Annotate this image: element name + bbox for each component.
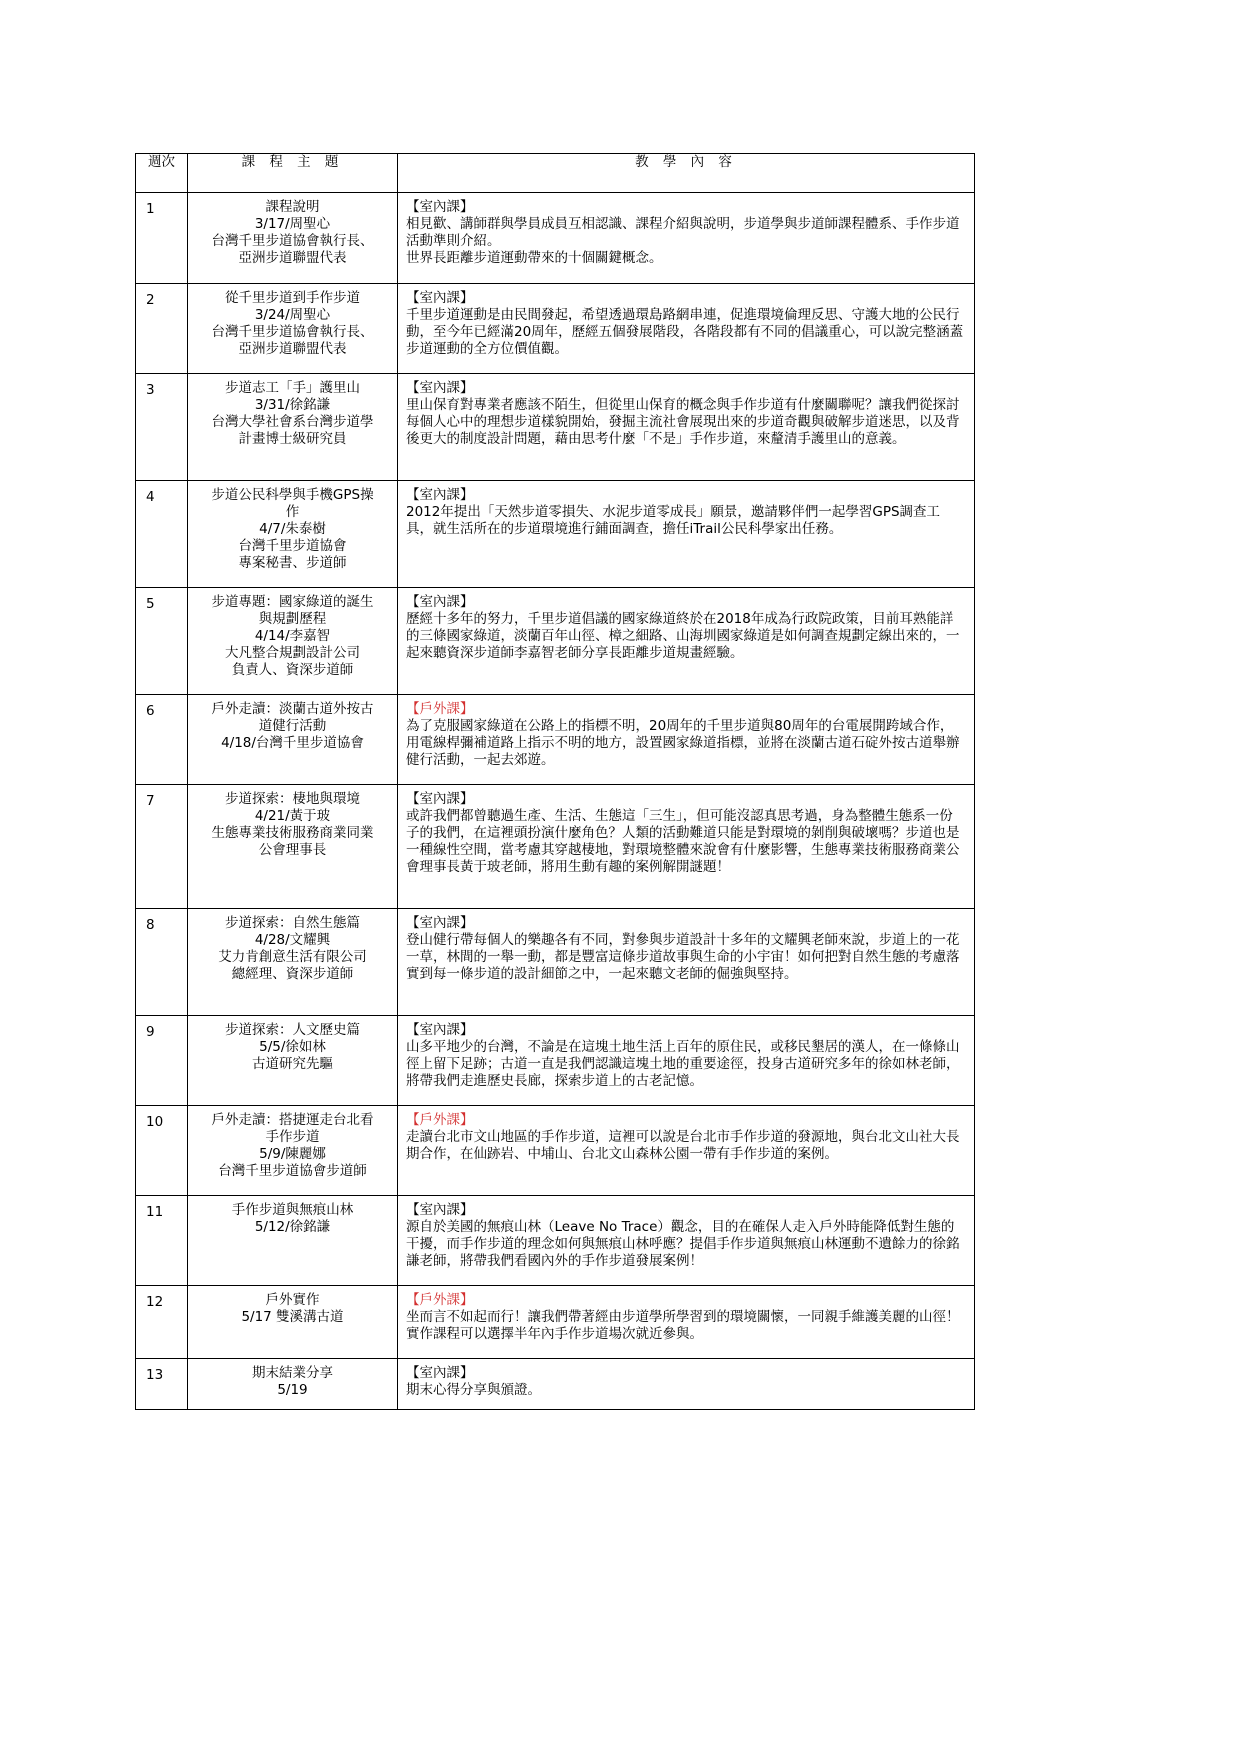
course-topic [188,1359,398,1410]
week-number: 1 [136,193,188,284]
table-row [136,785,975,909]
topic-line: 戶外走讀：搭捷運走台北看 [211,1112,374,1128]
content-description: 2012年提出「天然步道零損失、水泥步道零成長」願景，邀請夥伴們一起學習GPS調查工具，就生活所在的步道環境進行鋪面調查，擔任iTrail公民科學家出任務。 [406,504,941,537]
course-topic [188,284,398,374]
topic-line: 古道研究先驅 [252,1056,333,1072]
topic-line: 4/28/文耀興 [254,932,331,948]
week-number: 7 [136,785,188,909]
topic-line: 負責人、資深步道師 [231,662,354,678]
outdoor-class-tag: 【戶外課】 [406,701,474,717]
table-row [136,695,975,785]
course-content [398,1286,975,1359]
topic-line: 與規劃歷程 [258,611,327,627]
table-row [136,1286,975,1359]
course-content [398,374,975,481]
topic-line: 公會理事長 [258,842,327,858]
content-description: 相見歡、講師群與學員成員互相認識、課程介紹與說明，步道學與步道師課程體系、手作步道活動準則介紹。 世界長距離步道運動帶來的十個關鍵概念。 [406,216,960,266]
indoor-class-tag: 【室內課】 [406,487,474,503]
course-content [398,695,975,785]
course-topic [188,909,398,1016]
course-content [398,588,975,695]
topic-line: 台灣千里步道協會 [238,538,347,554]
table-row [136,284,975,374]
course-topic [188,1016,398,1106]
week-number: 8 [136,909,188,1016]
table-row [136,1106,975,1196]
week-number: 13 [136,1359,188,1410]
topic-line: 大凡整合規劃設計公司 [225,645,360,661]
course-content [398,785,975,909]
content-description: 登山健行帶每個人的樂趣各有不同，對參與步道設計十多年的文耀興老師來說，步道上的一花一草，林間的一舉一動，都是豐富這條步道故事與生命的小宇宙！如何把對自然生態的考慮落實到每一條步道的設計細節之中，一起來聽文老師的倔強與堅持。 [406,932,960,982]
topic-line: 步道志工「手」護里山 [225,380,360,396]
course-content [398,909,975,1016]
topic-line: 步道探索：棲地與環境 [225,791,360,807]
topic-line: 課程說明 [265,199,320,215]
week-number: 5 [136,588,188,695]
header-content: 教 學 內 容 [398,154,975,193]
course-topic [188,481,398,588]
course-content [398,193,975,284]
outdoor-class-tag: 【戶外課】 [406,1112,474,1128]
indoor-class-tag: 【室內課】 [406,791,474,807]
topic-line: 4/7/朱泰樹 [259,521,326,537]
course-topic [188,1196,398,1286]
table-header-row [136,154,975,193]
course-content [398,481,975,588]
content-description: 為了克服國家綠道在公路上的指標不明，20周年的千里步道與80周年的台電展開跨域合作，用電線桿彌補道路上指示不明的地方，設置國家綠道指標，並將在淡蘭古道石碇外按古道舉辦健行活動，一起去郊遊。 [406,718,960,768]
topic-line: 台灣大學社會系台灣步道學 [211,414,374,430]
topic-line: 3/24/周聖心 [254,307,331,323]
table-row [136,193,975,284]
week-number: 12 [136,1286,188,1359]
course-topic [188,785,398,909]
course-topic [188,1286,398,1359]
table-row [136,588,975,695]
table-row [136,1359,975,1410]
topic-line: 5/19 [277,1382,308,1398]
week-number: 2 [136,284,188,374]
topic-line: 台灣千里步道協會執行長、 [211,324,374,340]
week-number: 11 [136,1196,188,1286]
course-topic [188,588,398,695]
course-content [398,284,975,374]
table-row [136,374,975,481]
topic-line: 5/9/陳麗娜 [259,1146,326,1162]
topic-line: 步道探索：人文歷史篇 [225,1022,360,1038]
content-description: 坐而言不如起而行！讓我們帶著經由步道學所學習到的環境關懷，一同親手維護美麗的山徑！實作課程可以選擇半年內手作步道場次就近參與。 [406,1309,960,1342]
table-row [136,909,975,1016]
topic-line: 從千里步道到手作步道 [225,290,360,306]
course-content [398,1196,975,1286]
content-description: 里山保育對專業者應該不陌生，但從里山保育的概念與手作步道有什麼關聯呢？讓我們從探討每個人心中的理想步道樣貌開始，發掘主流社會展現出來的步道奇觀與破解步道迷思，以及背後更大的制度設計問題，藉由思考什麼「不是」手作步道，來釐清手護里山的意義。 [406,397,960,447]
course-topic [188,695,398,785]
topic-line: 戶外實作 [265,1292,320,1308]
week-number: 6 [136,695,188,785]
table-row [136,481,975,588]
topic-line: 台灣千里步道協會執行長、 [211,233,374,249]
course-topic [188,1106,398,1196]
indoor-class-tag: 【室內課】 [406,290,474,306]
topic-line: 計畫博士級研究員 [238,431,347,447]
indoor-class-tag: 【室內課】 [406,594,474,610]
topic-line: 3/31/徐銘謙 [254,397,331,413]
topic-line: 4/14/李嘉智 [254,628,331,644]
header-week: 週次 [136,154,188,193]
outdoor-class-tag: 【戶外課】 [406,1292,474,1308]
topic-line: 5/12/徐銘謙 [254,1219,331,1235]
topic-line: 生態專業技術服務商業同業 [211,825,374,841]
topic-line: 專案秘書、步道師 [238,555,347,571]
topic-line: 亞洲步道聯盟代表 [238,250,347,266]
content-description: 期末心得分享與頒證。 [406,1382,541,1398]
course-content [398,1016,975,1106]
indoor-class-tag: 【室內課】 [406,915,474,931]
indoor-class-tag: 【室內課】 [406,1022,474,1038]
topic-line: 3/17/周聖心 [254,216,331,232]
topic-line: 手作步道 [265,1129,320,1145]
topic-line: 步道公民科學與手機GPS操 [211,487,374,503]
topic-line: 作 [285,504,300,520]
topic-line: 4/21/黃于玻 [254,808,331,824]
course-topic [188,193,398,284]
course-content [398,1359,975,1410]
topic-line: 戶外走讀：淡蘭古道外按古 [211,701,374,717]
topic-line: 4/18/台灣千里步道協會 [221,735,364,751]
topic-line: 期末結業分享 [252,1365,333,1381]
indoor-class-tag: 【室內課】 [406,380,474,396]
table-body [136,154,975,1410]
topic-line: 步道探索：自然生態篇 [225,915,360,931]
content-description: 歷經十多年的努力，千里步道倡議的國家綠道終於在2018年成為行政院政策，目前耳熟能詳的三條國家綠道，淡蘭百年山徑、樟之細路、山海圳國家綠道是如何調查規劃定線出來的，一起來聽資深步道師李嘉智老師分享長距離步道規畫經驗。 [406,611,960,661]
table-row [136,1196,975,1286]
topic-line: 總經理、資深步道師 [231,966,354,982]
topic-line: 道健行活動 [258,718,327,734]
content-description: 源自於美國的無痕山林（Leave No Trace）觀念，目的在確保人走入戶外時能降低對生態的干擾，而手作步道的理念如何與無痕山林呼應？提倡手作步道與無痕山林運動不遺餘力的徐銘謙老師，將帶我們看國內外的手作步道發展案例！ [406,1219,960,1269]
topic-line: 亞洲步道聯盟代表 [238,341,347,357]
indoor-class-tag: 【室內課】 [406,1202,474,1218]
course-content [398,1106,975,1196]
content-description: 走讀台北市文山地區的手作步道，這裡可以說是台北市手作步道的發源地，與台北文山社大長期合作，在仙跡岩、中埔山、台北文山森林公園一帶有手作步道的案例。 [406,1129,960,1162]
topic-line: 台灣千里步道協會步道師 [218,1163,367,1179]
table-row [136,1016,975,1106]
indoor-class-tag: 【室內課】 [406,1365,474,1381]
header-topic: 課 程 主 題 [188,154,398,193]
content-description: 或許我們都曾聽過生產、生活、生態這「三生」，但可能沒認真思考過，身為整體生態系一份子的我們，在這裡頭扮演什麼角色？人類的活動難道只能是對環境的剝削與破壞嗎？步道也是一種線性空間，當考慮其穿越棲地，對環境整體來說會有什麼影響，生態專業技術服務商業公會理事長黃于玻老師，將用生動有趣的案例解開謎題！ [406,808,960,875]
topic-line: 手作步道與無痕山林 [231,1202,354,1218]
topic-line: 5/5/徐如林 [259,1039,326,1055]
topic-line: 5/17 雙溪溝古道 [241,1309,344,1325]
week-number: 3 [136,374,188,481]
course-topic [188,374,398,481]
topic-line: 步道專題：國家綠道的誕生 [211,594,374,610]
content-description: 山多平地少的台灣，不論是在這塊土地生活上百年的原住民，或移民墾居的漢人，在一條條山徑上留下足跡；古道一直是我們認識這塊土地的重要途徑，投身古道研究多年的徐如林老師，將帶我們走進歷史長廊，探索步道上的古老記憶。 [406,1039,960,1089]
week-number: 9 [136,1016,188,1106]
week-number: 4 [136,481,188,588]
week-number: 10 [136,1106,188,1196]
indoor-class-tag: 【室內課】 [406,199,474,215]
topic-line: 艾力肯創意生活有限公司 [218,949,367,965]
content-description: 千里步道運動是由民間發起，希望透過環島路網串連，促進環境倫理反思、守護大地的公民行動，至今年已經滿20周年，歷經五個發展階段，各階段都有不同的倡議重心，可以說完整涵蓋步道運動的全方位價值觀。 [406,307,964,357]
course-schedule-table [135,153,975,1410]
